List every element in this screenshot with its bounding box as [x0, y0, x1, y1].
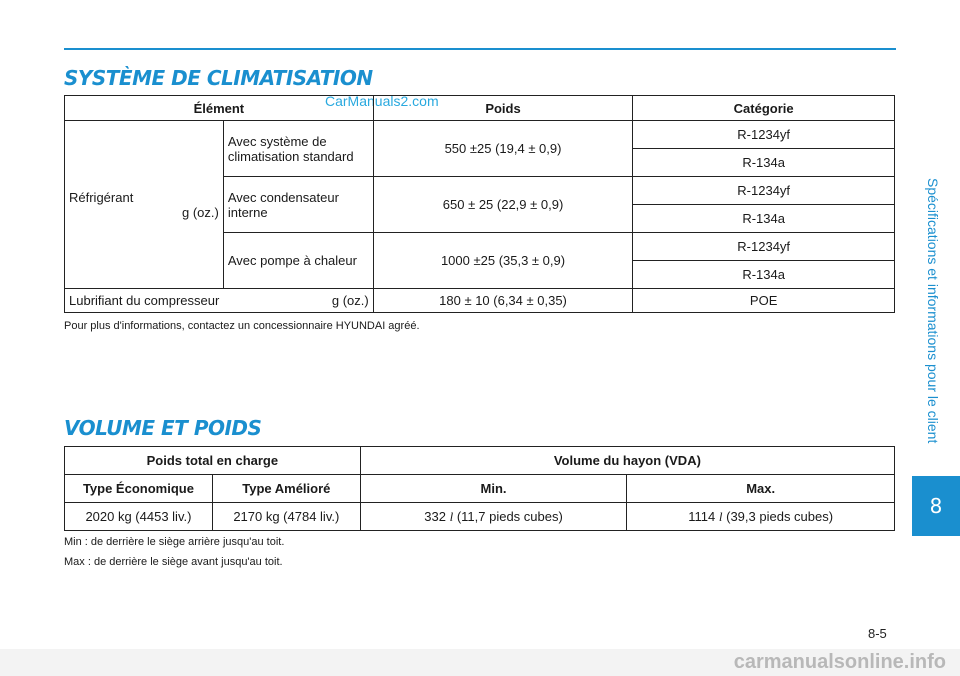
table-header-row — [65, 96, 895, 121]
max-rest: (39,3 pieds cubes) — [726, 508, 834, 524]
category-cell: R-1234yf — [633, 121, 895, 149]
climatisation-table — [64, 95, 895, 313]
lubricant-unit: g (oz.) — [331, 293, 369, 308]
subheader-ameliore: Type Amélioré — [212, 475, 360, 503]
category-cell: R-134a — [633, 149, 895, 177]
table-header-row — [65, 447, 895, 475]
header-element: Élément — [65, 96, 374, 121]
refrigerant-label: Réfrigérant — [69, 189, 134, 205]
value-max — [627, 503, 895, 531]
value-min — [360, 503, 627, 531]
lubricant-label: Lubrifiant du compresseur — [69, 293, 220, 308]
refrigerant-unit: g (oz.) — [182, 204, 219, 220]
footer-watermark-bar — [0, 649, 960, 676]
min-unit: l — [449, 508, 454, 524]
variant-condenser: Avec condensateur interne — [223, 177, 373, 233]
volume-note-min: Min : de derrière le siège arrière jusqu'au toit. — [64, 536, 285, 548]
value-ameliore: 2170 kg (4784 liv.) — [212, 503, 360, 531]
variant-standard: Avec système de climatisation standard — [223, 121, 373, 177]
table-subheader-row — [65, 475, 895, 503]
header-category: Catégorie — [633, 96, 895, 121]
volume-table — [64, 446, 895, 531]
section-title-volume: VOLUME ET POIDS — [64, 416, 262, 440]
category-cell: R-1234yf — [633, 233, 895, 261]
weight-heatpump: 1000 ±25 (35,3 ± 0,9) — [373, 233, 633, 289]
min-rest: (11,7 pieds cubes) — [456, 508, 563, 524]
watermark-top: CarManuals2.com — [325, 93, 439, 109]
header-total-weight: Poids total en charge — [65, 447, 361, 475]
max-unit: l — [718, 508, 723, 524]
table-row — [65, 503, 895, 531]
lubricant-cell — [65, 289, 374, 313]
chapter-tab[interactable] — [912, 476, 960, 536]
table-row — [65, 289, 895, 313]
page-number: 8-5 — [868, 626, 887, 641]
category-cell: R-134a — [633, 205, 895, 233]
weight-condenser: 650 ± 25 (22,9 ± 0,9) — [373, 177, 633, 233]
min-number: 332 — [424, 508, 446, 524]
variant-heatpump: Avec pompe à chaleur — [223, 233, 373, 289]
subheader-eco: Type Économique — [65, 475, 213, 503]
category-cell: R-1234yf — [633, 177, 895, 205]
header-trunk-volume: Volume du hayon (VDA) — [360, 447, 894, 475]
refrigerant-cell — [65, 121, 224, 289]
value-eco: 2020 kg (4453 liv.) — [65, 503, 213, 531]
table-row — [65, 121, 895, 149]
subheader-min: Min. — [360, 475, 627, 503]
lubricant-category: POE — [633, 289, 895, 313]
max-number: 1114 — [688, 508, 716, 524]
sidebar-section-text: Spécifications et informations pour le client — [925, 178, 941, 444]
lubricant-weight: 180 ± 10 (6,34 ± 0,35) — [373, 289, 633, 313]
climatisation-note: Pour plus d'informations, contactez un concessionnaire HYUNDAI agréé. — [64, 320, 420, 332]
section-title-climatisation: SYSTÈME DE CLIMATISATION — [64, 66, 373, 90]
volume-note-max: Max : de derrière le siège avant jusqu'au toit. — [64, 556, 283, 568]
subheader-max: Max. — [627, 475, 895, 503]
weight-standard: 550 ±25 (19,4 ± 0,9) — [373, 121, 633, 177]
chapter-number: 8 — [929, 494, 943, 518]
footer-watermark: carmanualsonline.info — [733, 651, 946, 673]
category-cell: R-134a — [633, 261, 895, 289]
header-weight: Poids — [373, 96, 633, 121]
top-rule — [64, 48, 896, 50]
